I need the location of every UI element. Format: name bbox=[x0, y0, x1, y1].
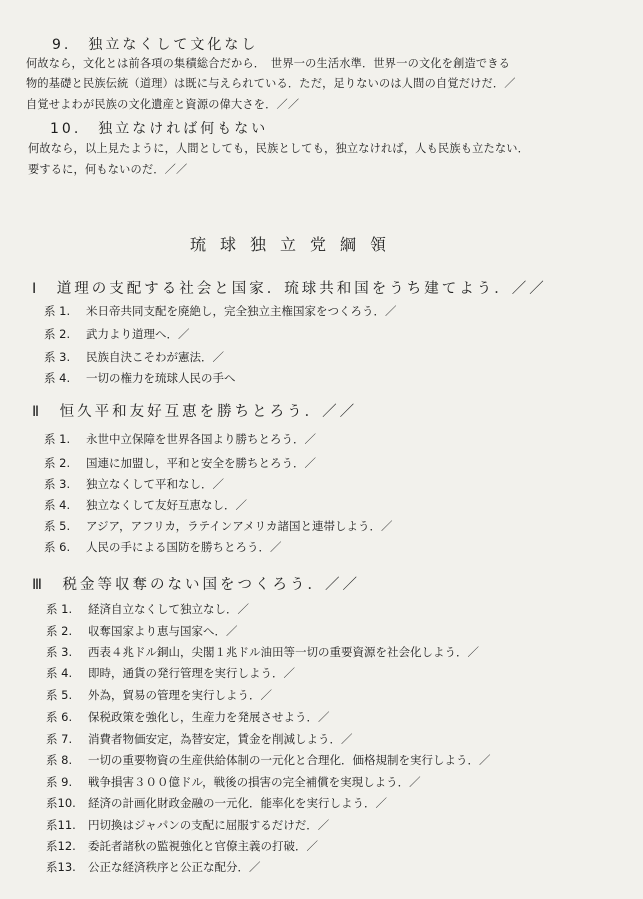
section-2-item-6: 系 6. 人民の手による国防を勝ちとろう．／ bbox=[44, 540, 282, 554]
section-3-item-9: 系 9. 戦争損害３００億ドル，戦後の損害の完全補償を実現しよう．／ bbox=[46, 775, 421, 789]
section-3-item-6: 系 6. 保税政策を強化し，生産力を発展させよう．／ bbox=[46, 710, 330, 724]
section-3-item-12: 系12. 委託者諸秋の監視強化と官僚主義の打破．／ bbox=[46, 839, 318, 853]
page-title: 琉球独立党綱領 bbox=[190, 235, 401, 254]
section-2-item-5: 系 5. アジア，アフリカ，ラテインアメリカ諸国と連帯しよう．／ bbox=[44, 519, 393, 533]
section-1-heading: Ⅰ 道理の支配する社会と国家．琉球共和国をうち建てよう．／／ bbox=[32, 281, 547, 297]
section-3-item-7: 系 7. 消費者物価安定，為替安定，賃金を削減しよう．／ bbox=[46, 732, 353, 746]
para-10-line-1: 何故なら，以上見たように，人間としても，民族としても，独立なければ，人も民族も立たない． bbox=[28, 142, 530, 155]
section-2-item-2: 系 2. 国連に加盟し，平和と安全を勝ちとろう．／ bbox=[44, 456, 316, 470]
section-2-heading: Ⅱ 恒久平和友好互恵を勝ちとろう．／／ bbox=[32, 404, 358, 420]
section-2-item-3: 系 3. 独立なくして平和なし．／ bbox=[44, 477, 224, 491]
heading-10: 10. 独立なければ何もない bbox=[50, 121, 269, 137]
section-1-item-2: 系 2. 武力より道理へ．／ bbox=[44, 327, 190, 341]
section-3-item-11: 系11. 円切換はジャパンの支配に屈服するだけだ．／ bbox=[46, 818, 330, 832]
section-3-item-2: 系 2. 収奪国家より恵与国家へ．／ bbox=[46, 624, 238, 638]
section-3-item-13: 系13. 公正な経済秩序と公正な配分．／ bbox=[46, 860, 261, 874]
para-9-line-2: 物的基礎と民族伝統（道理）は既に与えられている．ただ，足りないのは人間の自覚だけだ．／ bbox=[26, 77, 516, 90]
section-3-heading: Ⅲ 税金等収奪のない国をつくろう．／／ bbox=[32, 577, 360, 593]
section-3-item-3: 系 3. 西表４兆ドル銅山，尖閣１兆ドル油田等一切の重要資源を社会化しよう．／ bbox=[46, 645, 479, 659]
para-10-line-2: 要するに，何もないのだ．／／ bbox=[28, 163, 188, 176]
section-3-item-4: 系 4. 即時，通貨の発行管理を実行しよう．／ bbox=[46, 666, 295, 680]
section-1-item-1: 系 1. 米日帝共同支配を廃絶し，完全独立主権国家をつくろう．／ bbox=[44, 304, 397, 318]
section-2-item-1: 系 1. 永世中立保障を世界各国より勝ちとろう．／ bbox=[44, 432, 316, 446]
para-9-line-1: 何故なら，文化とは前各項の集積総合だから． 世界一の生活水準．世界一の文化を創造できる bbox=[26, 57, 511, 70]
section-2-item-4: 系 4. 独立なくして友好互恵なし．／ bbox=[44, 498, 247, 512]
section-3-item-8: 系 8. 一切の重要物資の生産供給体制の一元化と合理化．価格規制を実行しよう．／ bbox=[46, 753, 491, 767]
heading-9: 9. 独立なくして文化なし bbox=[52, 37, 259, 53]
section-1-item-4: 系 4. 一切の権力を琉球人民の手へ bbox=[44, 371, 236, 385]
para-9-line-3: 自覚せよわが民族の文化遺産と資源の偉大さを．／／ bbox=[26, 98, 300, 111]
section-3-item-10: 系10. 経済の計画化財政金融の一元化．能率化を実行しよう．／ bbox=[46, 796, 387, 810]
section-1-item-3: 系 3. 民族自決こそわが憲法．／ bbox=[44, 350, 224, 364]
section-3-item-1: 系 1. 経済自立なくして独立なし．／ bbox=[46, 602, 249, 616]
section-3-item-5: 系 5. 外為，貿易の管理を実行しよう．／ bbox=[46, 688, 272, 702]
